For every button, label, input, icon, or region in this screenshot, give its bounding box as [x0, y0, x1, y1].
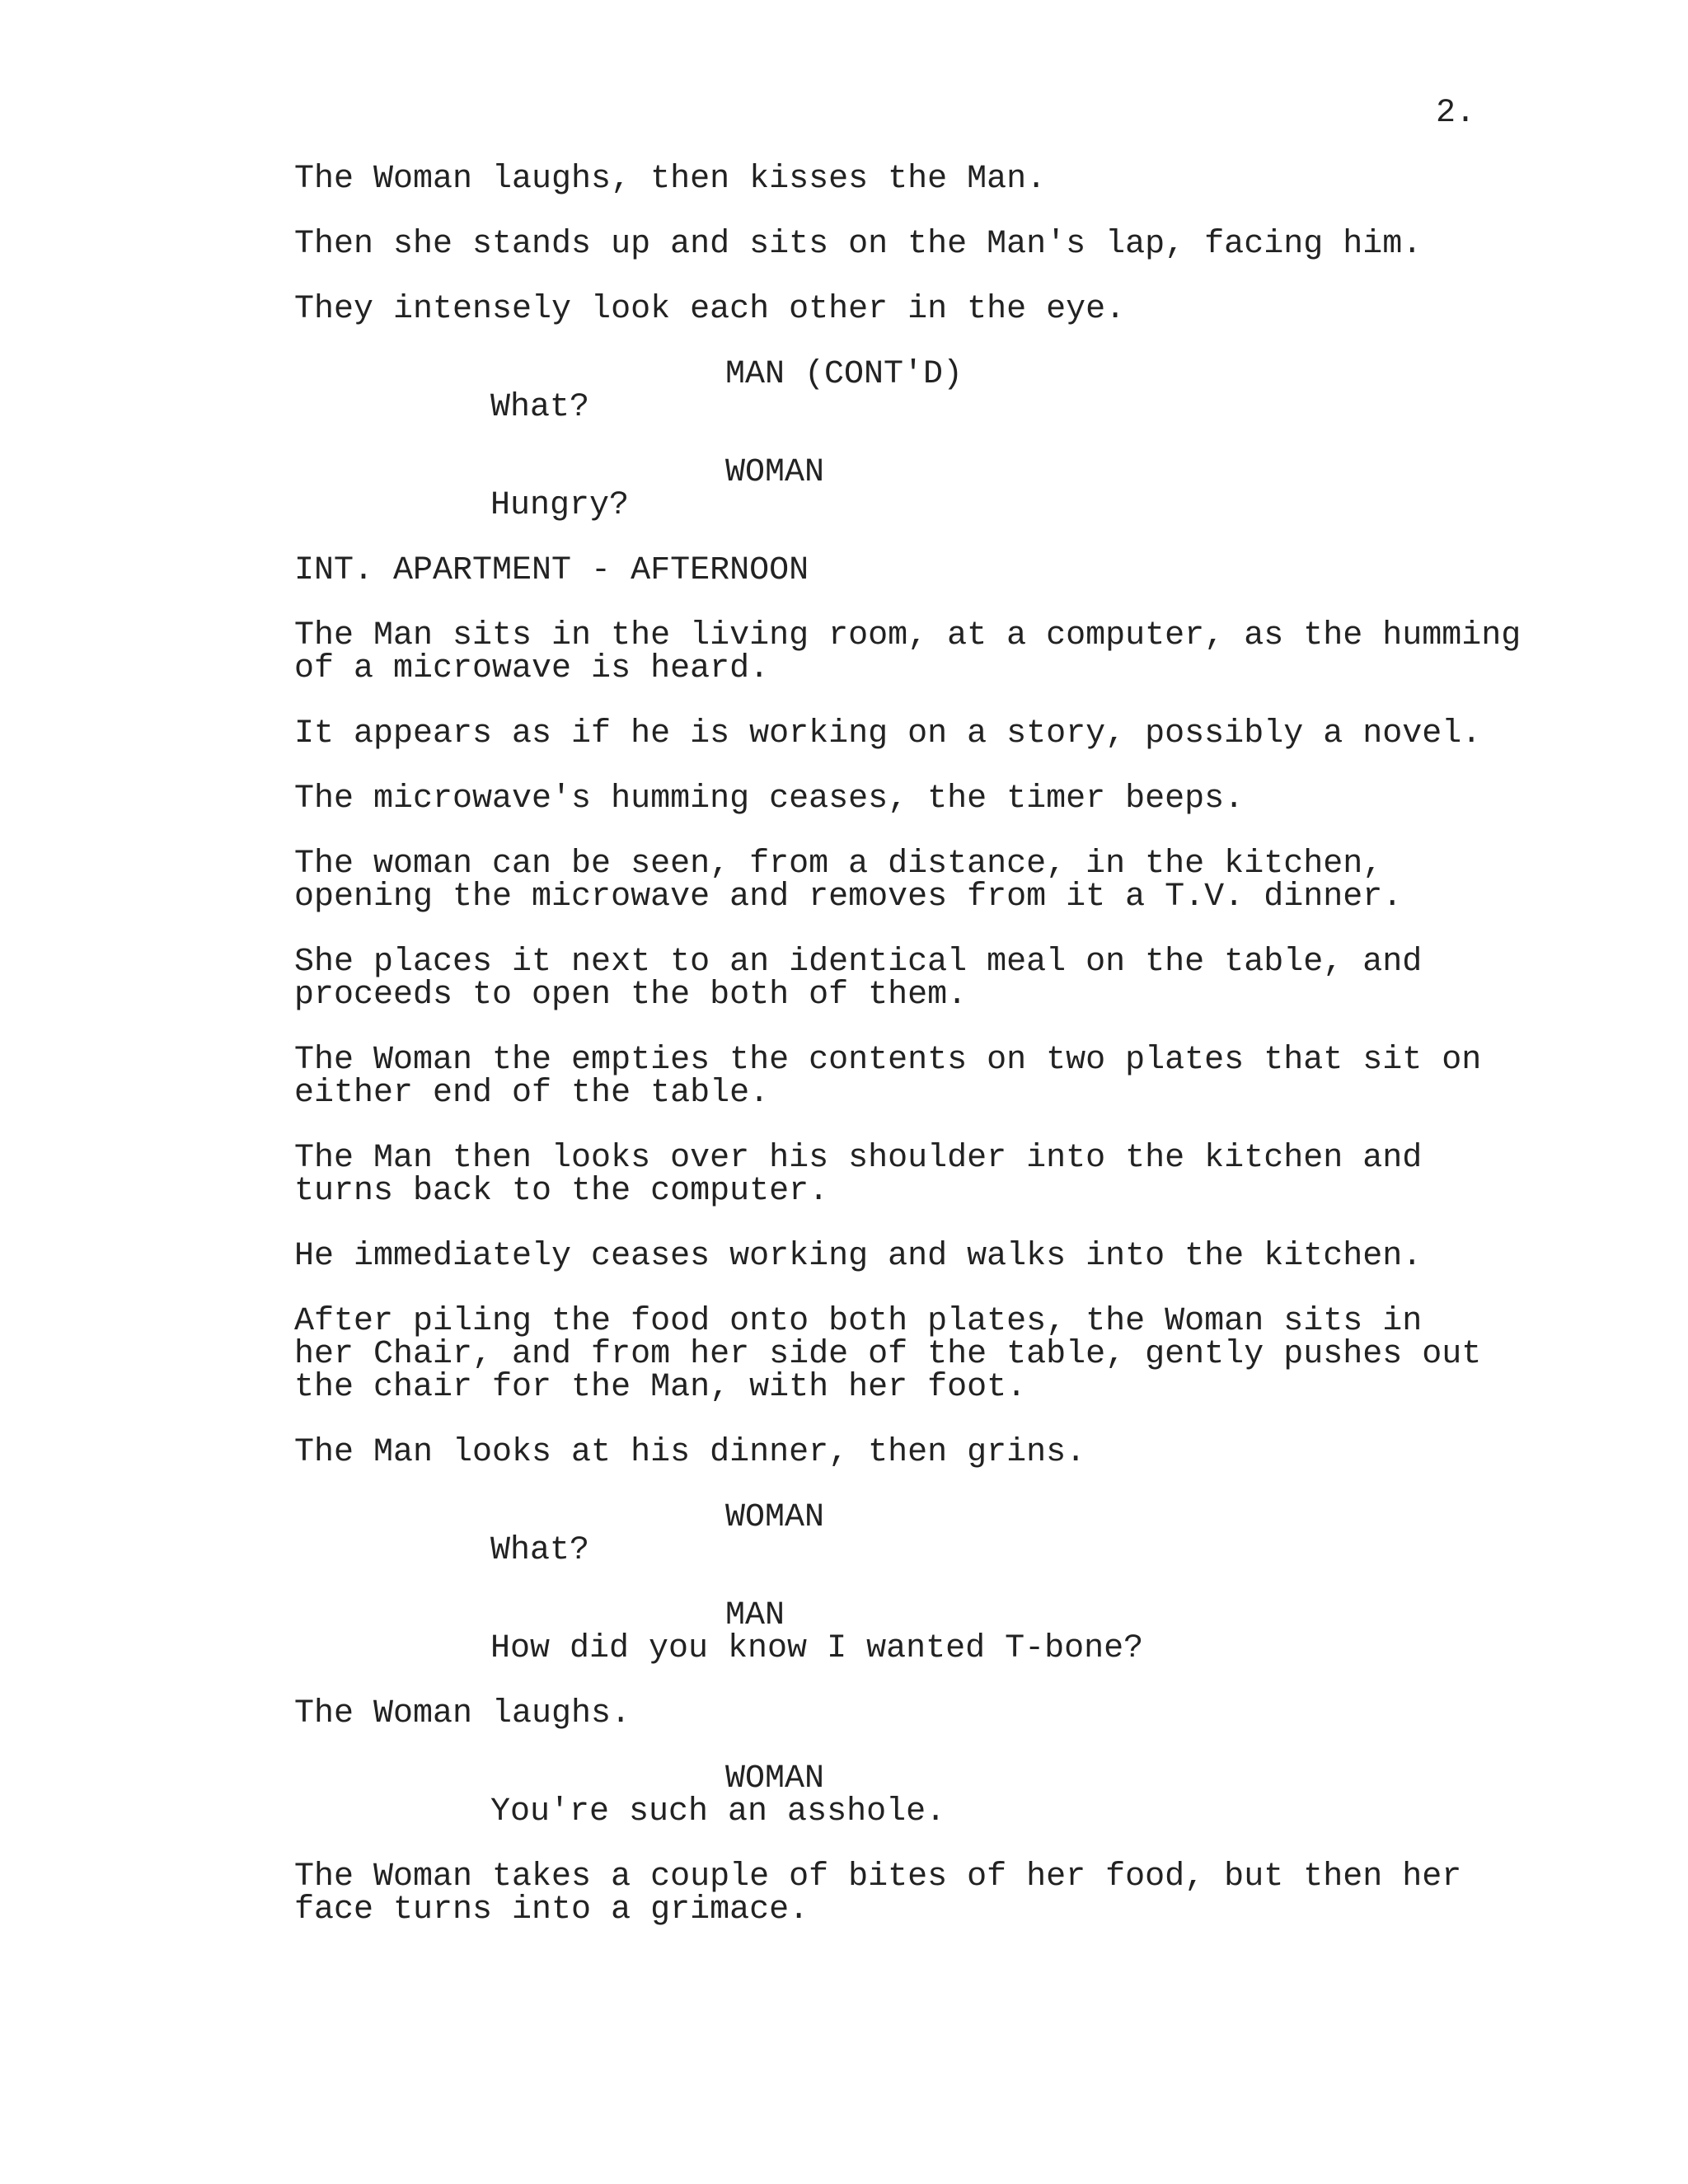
dialogue-line: What? — [490, 389, 590, 426]
action-line: The Woman takes a couple of bites of her food, but then her face turns into a grimace. — [294, 1858, 1462, 1929]
action-line: The woman can be seen, from a distance, in the kitchen, opening the microwave and removes from it a T.V. dinner. — [294, 846, 1403, 916]
action-line: It appears as if he is working on a story, possibly a novel. — [294, 715, 1482, 752]
action-line: After piling the food onto both plates, the Woman sits in her Chair, and from her side of the table, gently pushes out the chair for the Man, with her foot. — [294, 1303, 1482, 1406]
page-number: 2. — [1436, 95, 1476, 132]
action-line: The microwave's humming ceases, the timer beeps. — [294, 780, 1245, 818]
dialogue-line: You're such an asshole. — [490, 1793, 946, 1830]
action-line: She places it next to an identical meal on the table, and proceeds to open the both of them. — [294, 944, 1423, 1014]
character-name: WOMAN — [725, 1760, 825, 1797]
action-line: Then she stands up and sits on the Man's lap, facing him. — [294, 226, 1423, 263]
action-line: The Woman the empties the contents on two plates that sit on either end of the table. — [294, 1042, 1482, 1112]
scene-heading: INT. APARTMENT - AFTERNOON — [294, 552, 809, 589]
action-line: The Woman laughs, then kisses the Man. — [294, 161, 1047, 198]
dialogue-line: Hungry? — [490, 487, 630, 524]
dialogue-line: What? — [490, 1532, 590, 1569]
action-line: They intensely look each other in the eye. — [294, 291, 1126, 328]
action-line: The Woman laughs. — [294, 1695, 631, 1732]
dialogue-line: How did you know I wanted T-bone? — [490, 1630, 1144, 1667]
character-name: MAN (CONT'D) — [725, 356, 964, 393]
action-line: He immediately ceases working and walks into the kitchen. — [294, 1238, 1423, 1275]
action-line: The Man looks at his dinner, then grins. — [294, 1434, 1086, 1471]
character-name: MAN — [725, 1597, 785, 1634]
character-name: WOMAN — [725, 1499, 825, 1536]
character-name: WOMAN — [725, 454, 825, 491]
action-line: The Man then looks over his shoulder into the kitchen and turns back to the computer. — [294, 1140, 1423, 1210]
action-line: The Man sits in the living room, at a computer, as the humming of a microwave is heard. — [294, 617, 1522, 687]
